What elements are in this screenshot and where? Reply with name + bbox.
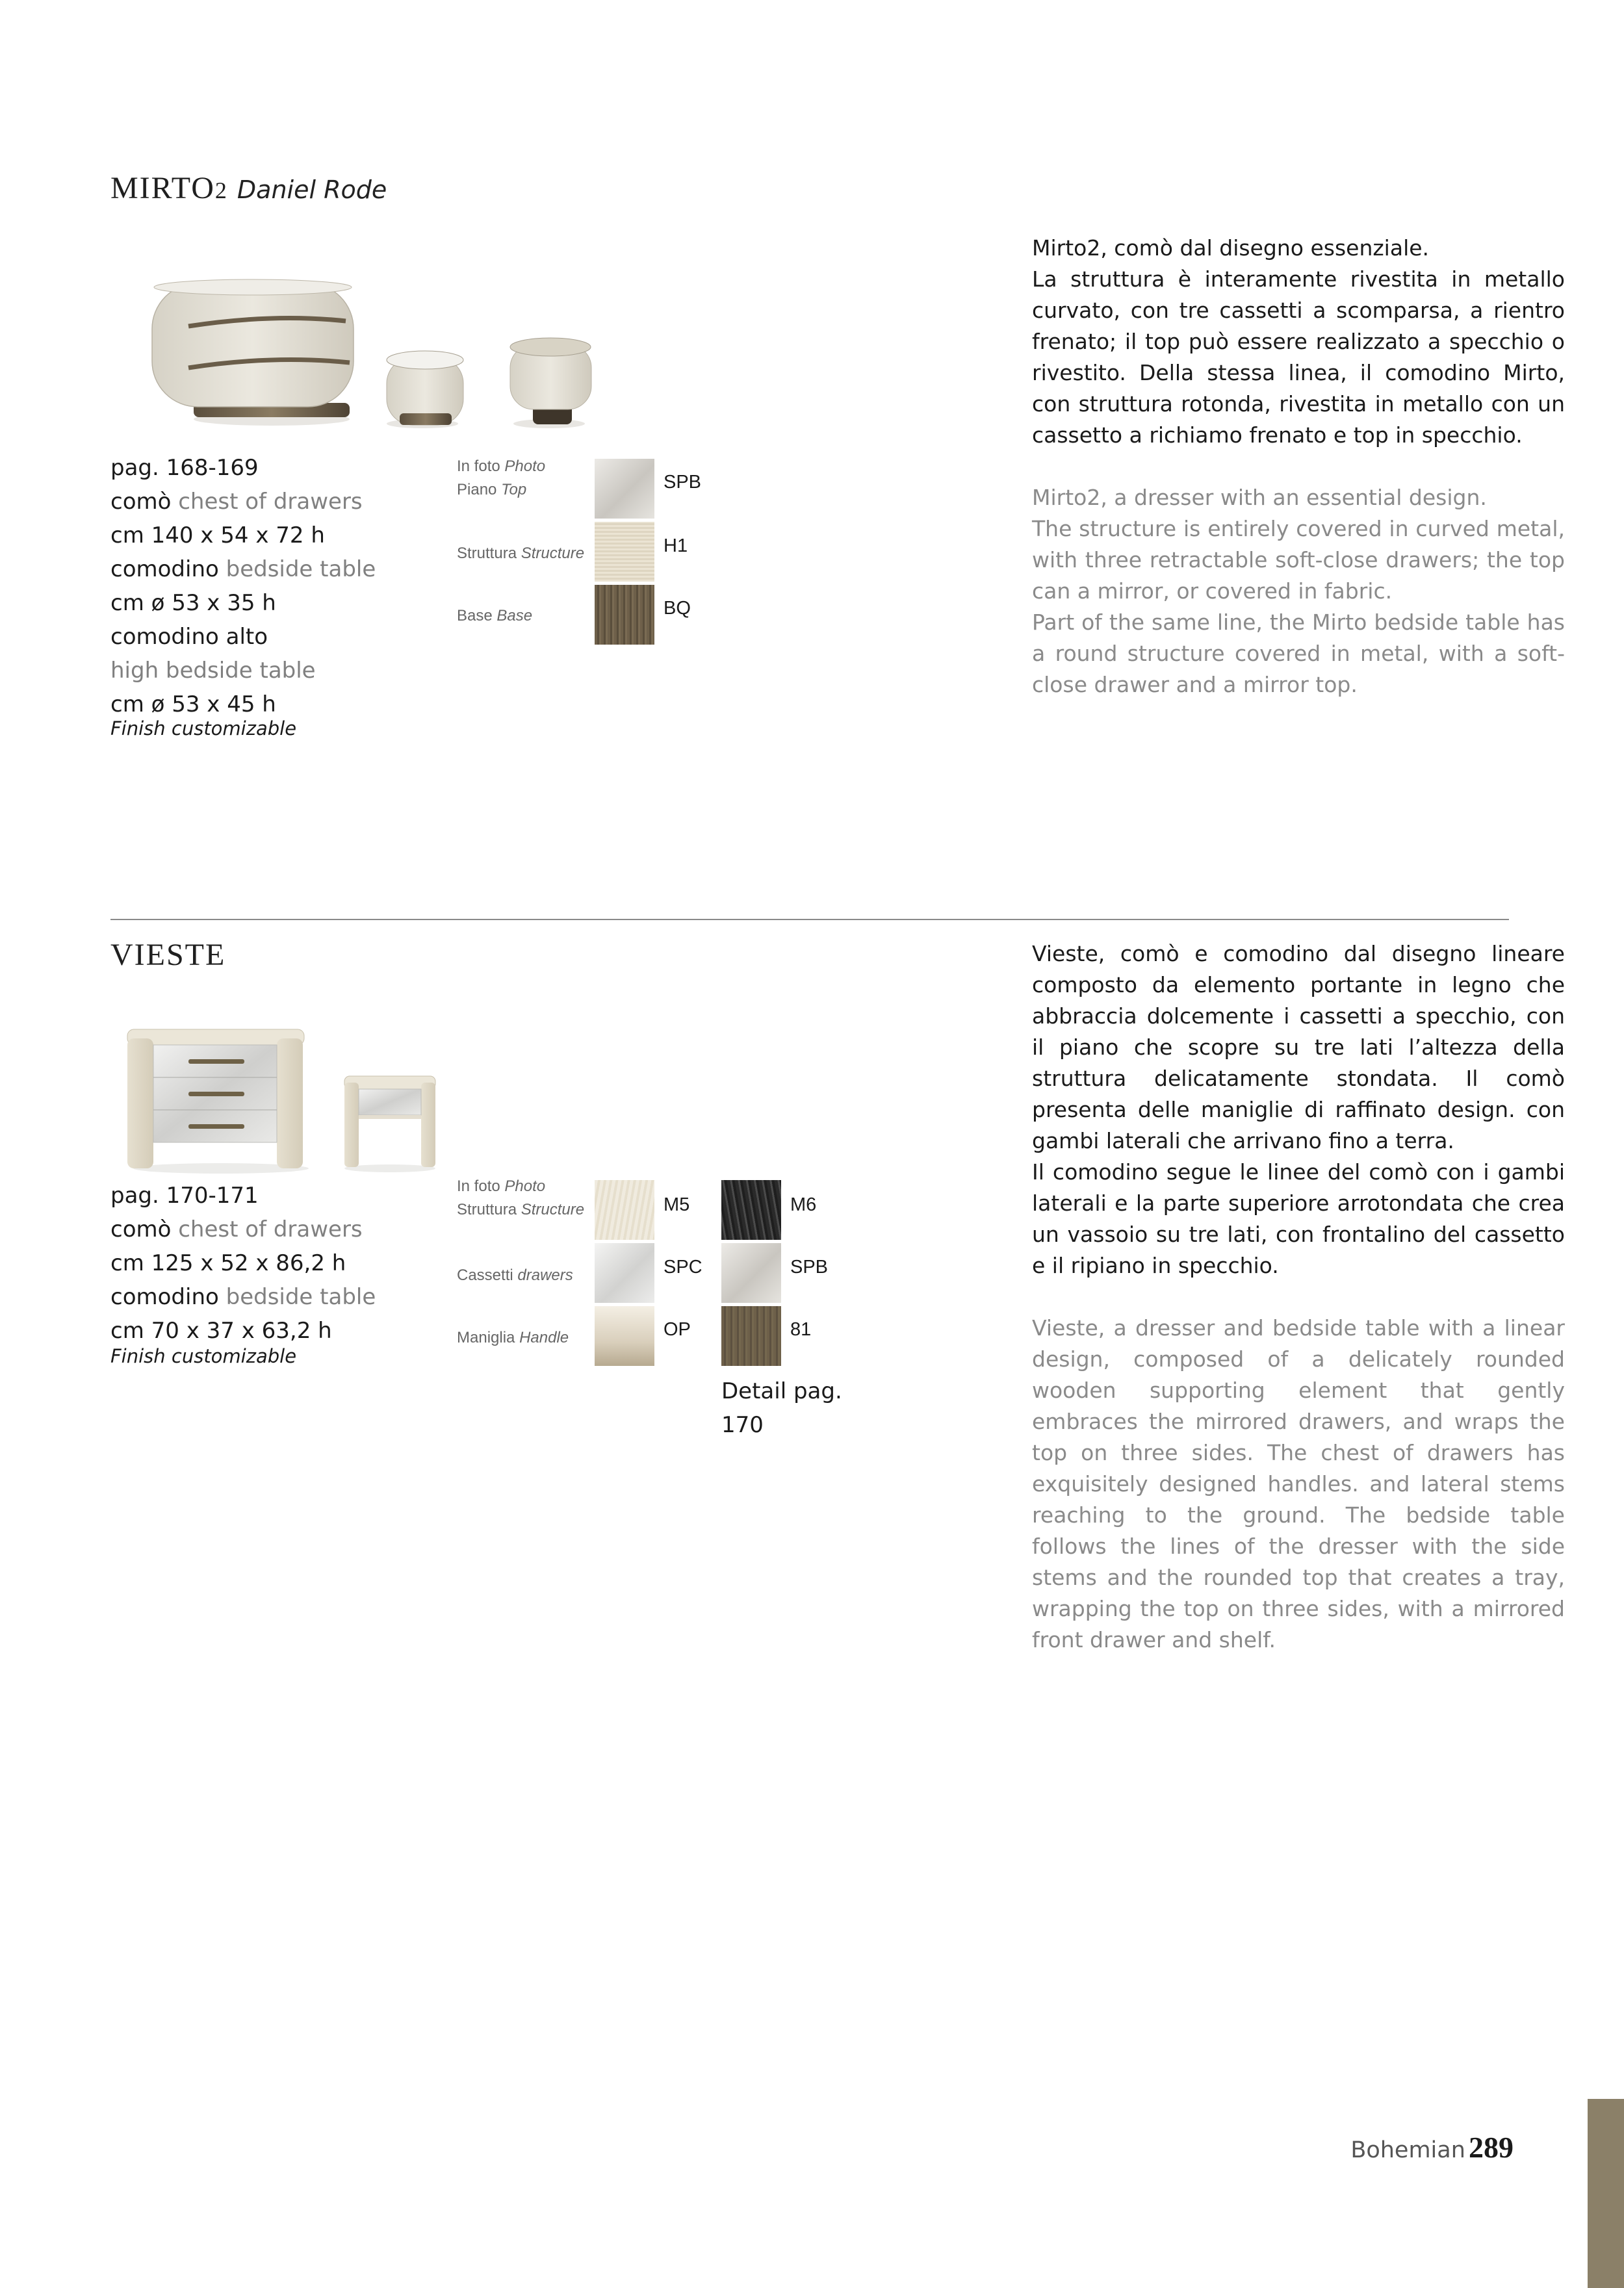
mirto-swatch-h1 [595,522,654,582]
mirto-photo-it: In foto [457,457,500,475]
vieste-structure-it: Struttura [457,1201,517,1218]
vieste-desc-it-bedside: Il comodino segue le linee del comò con i gambi laterali e la parte superiore arrotondata che crea un vassoio su tre lati, con frontalino del cassetto e il ripiano in specchio. [1032,1159,1565,1278]
mirto-code-spb: SPB [664,472,702,493]
mirto-chest-it: comò [110,489,172,515]
vieste-code-m6: M6 [790,1194,817,1215]
mirto-code-h1: H1 [664,535,688,556]
mirto-base-en: Base [496,607,533,624]
mirto-chest-label [110,485,376,519]
mirto-desc-it-intro: Mirto2, comò dal disegno essenziale. [1032,235,1430,261]
mirto-designer: Daniel Rode [237,175,387,204]
mirto-swatch-bq [595,585,654,645]
mirto-bedside-en: bedside table [226,556,376,582]
vieste-bedside-dims: cm 70 x 37 x 63,2 h [110,1318,332,1344]
vieste-drawers-it: Cassetti [457,1266,513,1284]
vieste-swatch-m5 [595,1180,654,1240]
mirto-title [110,170,387,206]
vieste-detail-line1: Detail pag. [721,1378,842,1404]
mirto-structure-it: Struttura [457,545,517,562]
vieste-chest-label [110,1213,376,1246]
side-tab-marker [1588,2099,1624,2288]
vieste-bedside-en: bedside table [226,1284,376,1310]
mirto-desc-en-intro: Mirto2, a dresser with an essential design. [1032,485,1487,510]
mirto-high-bedside-it: comodino alto [110,624,268,650]
mirto-description [1032,233,1565,701]
mirto-chest-en: chest of drawers [178,489,363,515]
mirto-desc-en-body: The structure is entirely covered in curved metal, with three retractable soft-close drawers; the top can a mirror, or covered in fabric. [1032,516,1565,604]
vieste-finish-label-handle [457,1326,569,1350]
vieste-bedside-label [110,1280,376,1314]
vieste-specs [110,1179,376,1348]
vieste-description [1032,938,1565,1656]
mirto-top-en: Top [501,481,527,498]
vieste-photo-en: Photo [504,1177,546,1195]
vieste-chest-en: chest of drawers [178,1216,363,1242]
vieste-chest-it: comò [110,1216,172,1242]
vieste-code-spc: SPC [664,1257,702,1278]
vieste-handle-it: Maniglia [457,1329,515,1346]
vieste-detail-ref [721,1374,842,1442]
mirto-high-bedside-dims: cm ø 53 x 45 h [110,691,276,717]
mirto-suffix: 2 [214,177,228,203]
vieste-code-81: 81 [790,1319,812,1340]
vieste-swatch-op [595,1306,654,1366]
vieste-bedside-it: comodino [110,1284,219,1310]
vieste-swatch-81 [721,1306,781,1366]
vieste-handle-en: Handle [519,1329,569,1346]
vieste-code-m5: M5 [664,1194,690,1215]
mirto-specs [110,451,376,721]
mirto-swatch-spb [595,459,654,519]
vieste-drawers-en: drawers [517,1266,573,1284]
vieste-finish-note: Finish customizable [110,1345,297,1367]
vieste-desc-en: Vieste, a dresser and bedside table with a linear design, composed of a delicately rounded wooden supporting element that gently embraces the mirrored drawers, and wraps the top on three sides. The chest of drawers has exquisitely designed handles. and lateral stems reaching to the ground. The bedside table follows the lines of the dresser with the side stems and the rounded top that creates a tray, wrapping the top on three sides, with a mirrored front drawer and shelf. [1032,1315,1565,1652]
vieste-swatch-m6 [721,1180,781,1240]
vieste-swatch-spc [595,1243,654,1303]
mirto-finish-label-structure [457,542,584,565]
vieste-page-ref: pag. 170-171 [110,1183,259,1209]
mirto-bedside-dims: cm ø 53 x 35 h [110,590,276,616]
vieste-structure-en: Structure [521,1201,585,1218]
mirto-finish-note: Finish customizable [110,717,297,739]
mirto-top-it: Piano [457,481,497,498]
mirto-code-bq: BQ [664,598,691,619]
footer [1350,2130,1514,2165]
vieste-finish-label-structure [457,1175,584,1222]
mirto-desc-it-body: La struttura è interamente rivestita in metallo curvato, con tre cassetti a scomparsa, a rientro frenato; il top può essere realizzato a specchio o rivestito. Della stessa linea, il comodino Mirto, con struttura rotonda, rivestita in metallo con un cassetto a richiamo frenato e top in specchio. [1032,266,1565,448]
mirto-high-bedside-en: high bedside table [110,658,316,684]
mirto-product-image [143,273,598,435]
vieste-code-op: OP [664,1319,691,1340]
mirto-structure-en: Structure [521,545,585,562]
vieste-desc-it-chest: Vieste, comò e comodino dal disegno lineare composto da elemento portante in legno che abbraccia dolcemente i cassetti a specchio, con il piano che scopre su tre lati l’altezza della struttura delicatamente stondata. Il comò presenta delle maniglie di raffinato design. con gambi laterali che arrivano fino a terra. [1032,941,1565,1153]
mirto-desc-en-bedside: Part of the same line, the Mirto bedside table has a round structure covered in metal, with a soft-close drawer and a mirror top. [1032,610,1565,697]
vieste-swatch-spb [721,1243,781,1303]
mirto-page-ref: pag. 168-169 [110,455,259,481]
vieste-product-image [123,1020,448,1176]
mirto-finish-label-top [457,455,545,502]
mirto-bedside-label [110,552,376,586]
vieste-title: VIESTE [110,938,226,972]
vieste-code-spb: SPB [790,1257,829,1278]
mirto-finish-label-base [457,604,532,628]
vieste-detail-line2: 170 [721,1412,764,1438]
section-divider [110,919,1509,920]
vieste-photo-it: In foto [457,1177,500,1195]
mirto-bedside-it: comodino [110,556,219,582]
vieste-finish-label-drawers [457,1264,573,1287]
mirto-chest-dims: cm 140 x 54 x 72 h [110,522,325,548]
mirto-photo-en: Photo [504,457,546,475]
vieste-chest-dims: cm 125 x 52 x 86,2 h [110,1250,346,1276]
page-number: 289 [1469,2131,1514,2164]
footer-brand: Bohemian [1350,2137,1465,2163]
mirto-name: MIRTO [110,171,215,205]
mirto-base-it: Base [457,607,493,624]
